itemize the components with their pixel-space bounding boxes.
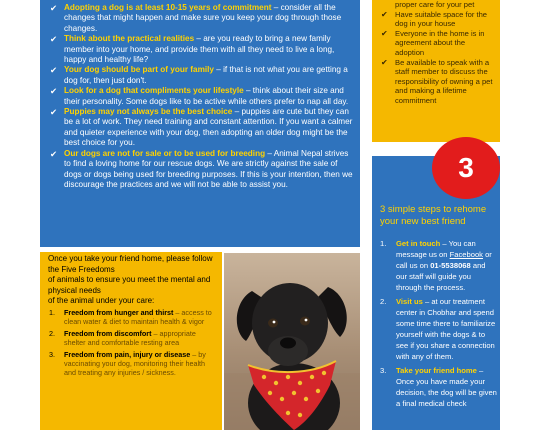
puppy-illustration	[224, 253, 360, 430]
step-text: – You can message us on	[396, 239, 476, 259]
step-title: Take your friend home	[396, 366, 477, 375]
freedoms-list	[48, 308, 215, 378]
check-icon: ✔	[50, 107, 58, 118]
step-text: – at our treatment center in Chobhar and spend some time there to familiarize yourself with the dogs & to see if you share a connection with any of them.	[396, 297, 496, 361]
freedom-item	[48, 329, 215, 348]
check-icon: ✔	[50, 65, 58, 76]
tip-item	[48, 149, 354, 191]
rehome-step	[380, 296, 498, 362]
step-count-badge: 3	[432, 137, 500, 199]
requirement-item	[378, 29, 494, 58]
freedom-title: Freedom from pain, injury or disease	[64, 349, 191, 359]
step-text: or call us on	[396, 250, 492, 270]
freedom-item	[48, 308, 215, 327]
five-freedoms-panel	[40, 252, 222, 430]
tip-title: Think about the practical realities	[64, 34, 195, 44]
check-icon: ✔	[381, 57, 388, 67]
freedom-text: – access to clean water & diet to maintain health & vigor	[64, 307, 212, 327]
requirement-lead: proper care for your pet	[395, 0, 475, 9]
tip-title: Look for a dog that compliments your lifestyle	[64, 86, 244, 96]
tip-text: – are you ready to bring a new family member into your home, and provide them with all they need to live a long, happy and healthy life?	[64, 34, 335, 65]
adoption-tips-panel	[40, 0, 360, 247]
check-icon: ✔	[381, 9, 388, 19]
tip-title: Puppies may not always be the best choice	[64, 107, 233, 117]
step-text: – Once you have made your decision, the dog will be given a final medical check	[396, 366, 497, 408]
requirement-item	[378, 58, 494, 106]
freedoms-intro: Once you take your friend home, please follow the Five Freedoms of animals to ensure you meet the mental and physical needs of the animal under your care:	[48, 254, 213, 306]
rehome-steps-list	[380, 238, 498, 412]
requirement-text: Everyone in the home is in agreement about the adoption	[395, 28, 485, 57]
puppy-photo	[224, 253, 360, 430]
freedom-text: – appropriate shelter and comfortable resting area	[64, 328, 196, 348]
tip-text: – Animal Nepal strives to find a loving home for our rescue dogs. We are strictly against the sale of dogs or dogs being used for breeding purposes. If this is your intention, then we discourage the practices and we will not be able to assist you.	[64, 148, 353, 189]
phone-number: 01-5538068	[430, 261, 471, 270]
step-number: 2.	[380, 297, 387, 306]
facebook-link[interactable]: Facebook	[449, 250, 483, 259]
step-text: and our staff will guide you through the process.	[396, 261, 486, 292]
requirements-panel	[372, 0, 500, 142]
freedom-item	[48, 350, 215, 378]
freedom-title: Freedom from hunger and thirst	[64, 307, 174, 317]
requirement-text: Have suitable space for the dog in your house	[395, 9, 488, 29]
check-icon: ✔	[50, 3, 58, 13]
step-number: 3.	[380, 366, 387, 375]
freedom-number: 1.	[49, 307, 55, 317]
requirement-item	[378, 10, 494, 29]
tip-item	[48, 34, 354, 65]
tip-text: – consider all the changes that might happen and make sure you keep your dog through those changes.	[64, 3, 342, 33]
tip-title: Our dogs are not for sale or to be used for breeding	[64, 148, 266, 158]
tip-text: – if that is not what you are getting a dog for, then just don't.	[64, 65, 348, 85]
tip-item	[48, 3, 354, 34]
tip-item	[48, 65, 354, 86]
step-title: Get in touch	[396, 239, 441, 248]
tip-title: Your dog should be part of your family	[64, 65, 214, 75]
check-icon: ✔	[50, 86, 58, 97]
rehome-step	[380, 365, 498, 409]
requirements-list	[378, 10, 494, 106]
freedom-number: 2.	[49, 328, 55, 338]
check-icon: ✔	[50, 148, 58, 159]
adoption-tips-list	[48, 3, 354, 190]
step-number: 1.	[380, 239, 387, 248]
freedom-number: 3.	[49, 349, 55, 359]
freedom-title: Freedom from discomfort	[64, 328, 152, 338]
tip-text: – puppies are cute but they can be a lot of work. They need training and constant attention. If you want a calmer and quieter experience with your dog, then adopting an older dog might be the best choice for you.	[64, 107, 353, 148]
freedom-text: – by vaccinating your dog, monitoring their health and treating any injuries / sickness.	[64, 349, 206, 378]
tip-text: – think about their size and their personality. Some dogs like to be active while others prefer to nap all day.	[64, 86, 349, 106]
check-icon: ✔	[381, 28, 388, 38]
check-icon: ✔	[50, 34, 58, 45]
tip-item	[48, 107, 354, 149]
tip-item	[48, 86, 354, 107]
requirement-text: Be available to speak with a staff member to discuss the responsibility of owning a pet and making a lifetime commitment	[395, 57, 493, 105]
rehome-step	[380, 238, 498, 293]
step-title: Visit us	[396, 297, 423, 306]
rehome-heading: 3 simple steps to rehome your new best friend	[380, 204, 487, 227]
tip-title: Adopting a dog is at least 10-15 years of commitment	[64, 3, 272, 12]
